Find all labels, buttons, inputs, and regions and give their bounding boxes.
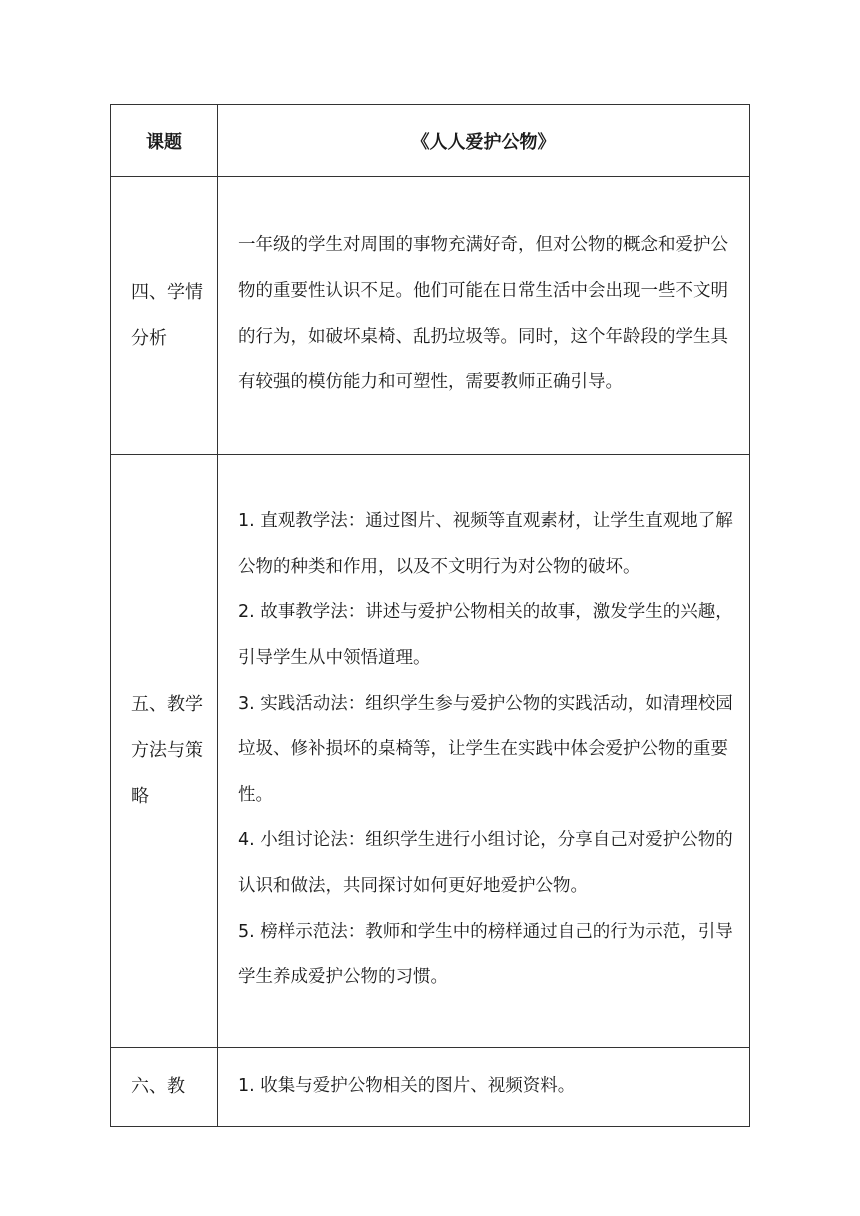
method-item-4: 4. 小组讨论法：组织学生进行小组讨论，分享自己对爱护公物的认识和做法，共同探讨如何更好地爱护公物。 [238,830,733,896]
lesson-title: 《人人爱护公物》 [218,105,750,177]
student-analysis-text: 一年级的学生对周围的事物充满好奇，但对公物的概念和爱护公物的重要性认识不足。他们可能在日常生活中会出现一些不文明的行为，如破坏桌椅、乱扔垃圾等。同时，这个年龄段的学生具有较强的模仿能力和可塑性，需要教师正确引导。 [218,177,750,455]
teaching-preparation-label: 六、教 [111,1048,218,1127]
method-item-2: 2. 故事教学法：讲述与爱护公物相关的故事，激发学生的兴趣，引导学生从中领悟道理。 [238,602,733,669]
teaching-preparation-row [111,1048,750,1127]
method-item-1: 1. 直观教学法：通过图片、视频等直观素材，让学生直观地了解公物的种类和作用，以及不文明行为对公物的破坏。 [238,511,733,577]
teaching-preparation-text: 1. 收集与爱护公物相关的图片、视频资料。 [218,1048,750,1127]
table-header-row [111,105,750,177]
student-analysis-label: 四、学情分析 [111,177,218,455]
topic-label: 课题 [111,105,218,177]
teaching-methods-label: 五、教学方法与策略 [111,455,218,1048]
method-item-5: 5. 榜样示范法：教师和学生中的榜样通过自己的行为示范，引导学生养成爱护公物的习惯。 [238,921,733,988]
method-item-3: 3. 实践活动法：组织学生参与爱护公物的实践活动，如清理校园垃圾、修补损坏的桌椅等，让学生在实践中体会爱护公物的重要性。 [238,693,733,805]
teaching-methods-list [218,455,750,1048]
student-analysis-row [111,177,750,455]
teaching-methods-row [111,455,750,1048]
lesson-plan-table [110,104,750,1127]
